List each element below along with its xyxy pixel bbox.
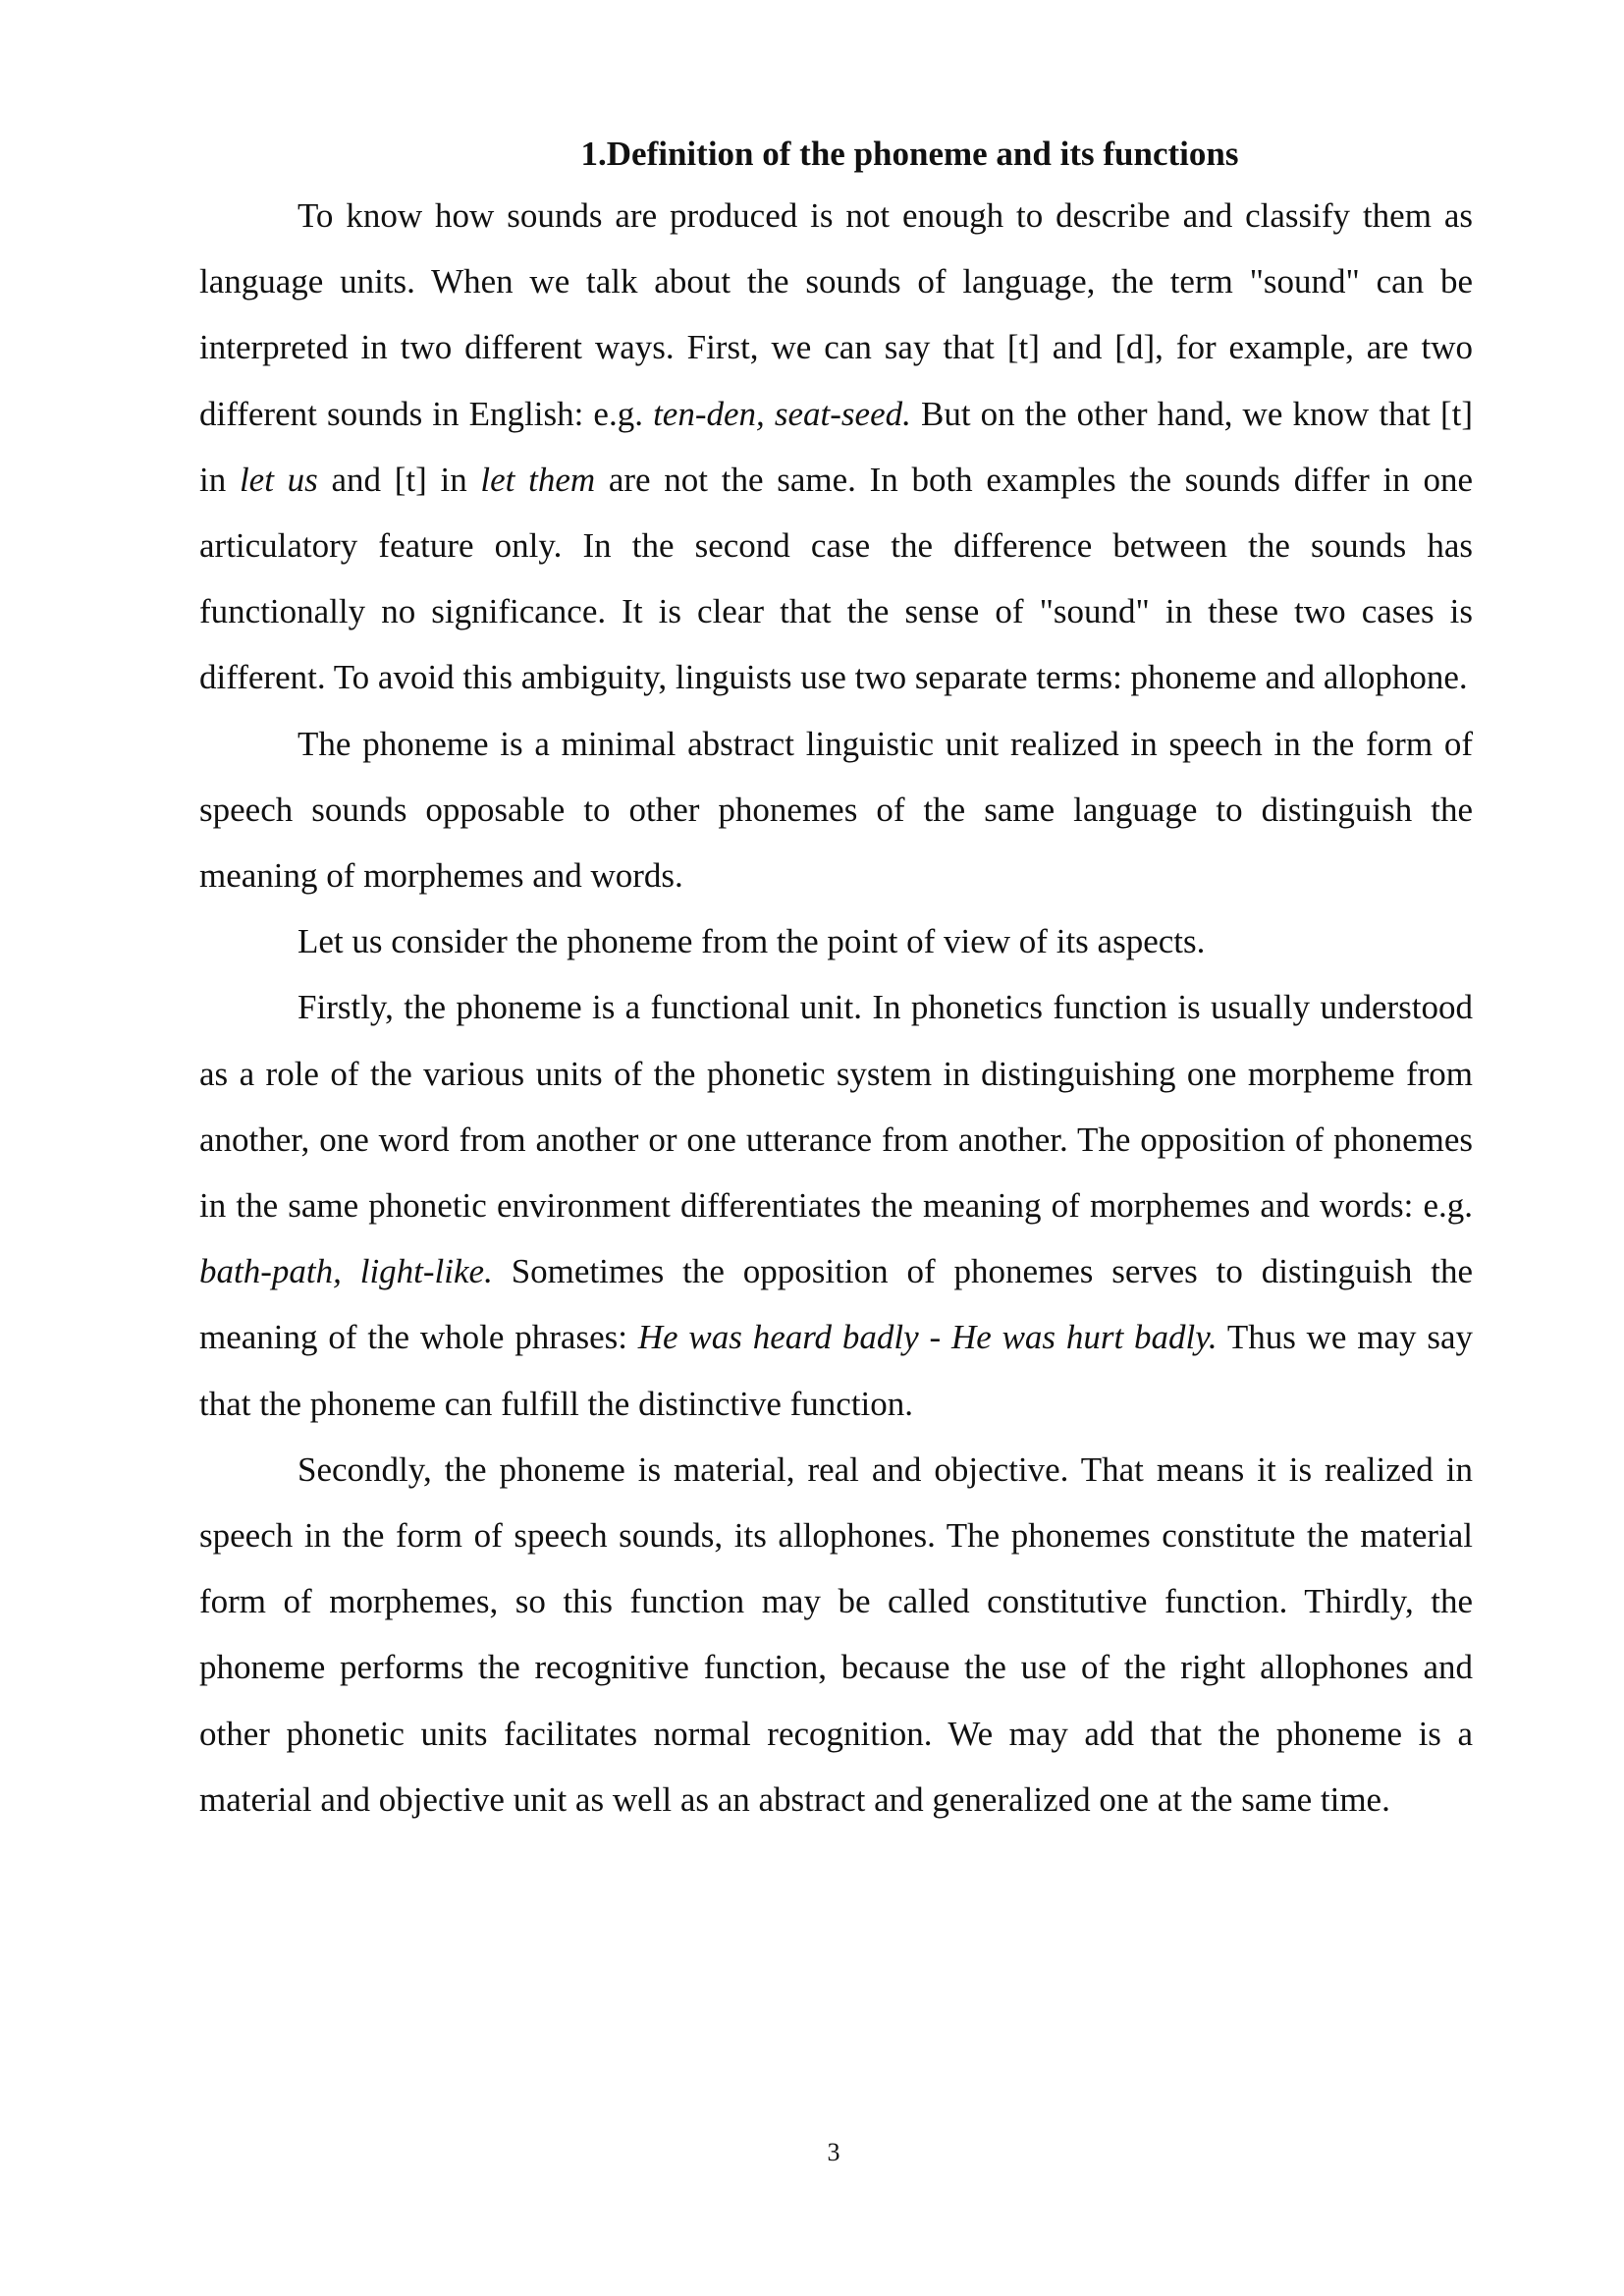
example-text: He was heard badly - He was hurt badly. [637, 1318, 1218, 1357]
text-run: The phoneme is a minimal abstract linguistic unit realized in speech in the form of speech sounds opposable to other phonemes of the same language to distinguish the meaning of morphemes and words. [199, 724, 1473, 896]
paragraph-aspects-intro [199, 908, 1473, 974]
page-title: 1.Definition of the phoneme and its functions [580, 135, 1239, 173]
paragraph-sound-ambiguity [199, 183, 1473, 711]
paragraph-material-unit [199, 1437, 1473, 1832]
paragraph-phoneme-definition [199, 711, 1473, 909]
example-text: let them [480, 460, 596, 499]
text-run: Secondly, the phoneme is material, real and objective. That means it is realized in speech in the form of speech sounds, its allophones. The phonemes constitute the material form of morphemes, so this function may be called constitutive function. Thirdly, the phoneme performs the recognitive function, because the use of the right allophones and other phonetic units facilitates normal recognition. We may add that the phoneme is a material and objective unit as well as an abstract and generalized one at the same time. [199, 1449, 1473, 1819]
document-body [199, 126, 1473, 1832]
text-run: Thus we may say that the phoneme can fulfill the distinctive function. [199, 1318, 1474, 1423]
example-text: let us [239, 460, 318, 499]
example-text: bath-path, light-like. [199, 1252, 493, 1291]
text-run: and [t] in [317, 460, 481, 499]
text-run: Sometimes the opposition of phonemes serves to distinguish the meaning of the whole phrases: [199, 1252, 1473, 1357]
text-run: are not the same. In both examples the sounds differ in one articulatory feature only. In the second case the difference between the sounds has functionally no significance. It is clear that the sense of "sound" in these two cases is different. To avoid this ambiguity, linguists use two separate terms: phoneme and allophone. [199, 460, 1473, 697]
text-run: To know how sounds are produced is not enough to describe and classify them as language units. When we talk about the sounds of language, the term "sound" can be interpreted in two different ways. First, we can say that [t] and [d], for example, are two different sounds in English: e.g. [199, 196, 1473, 433]
text-run: Let us consider the phoneme from the point of view of its aspects. [298, 922, 1206, 961]
text-run: Firstly, the phoneme is a functional unit. In phonetics function is usually understood as a role of the various units of the phonetic system in distinguishing one morpheme from another, one word from another or one utterance from another. The opposition of phonemes in the same phonetic environment differentiates the meaning of morphemes and words: e.g. [199, 988, 1473, 1226]
page-number: 3 [827, 2138, 840, 2166]
paragraph-functional-unit [199, 974, 1473, 1436]
example-text: ten-den, seat-seed. [653, 394, 911, 433]
text-run: But on the other hand, we know that [t] in [199, 394, 1473, 499]
